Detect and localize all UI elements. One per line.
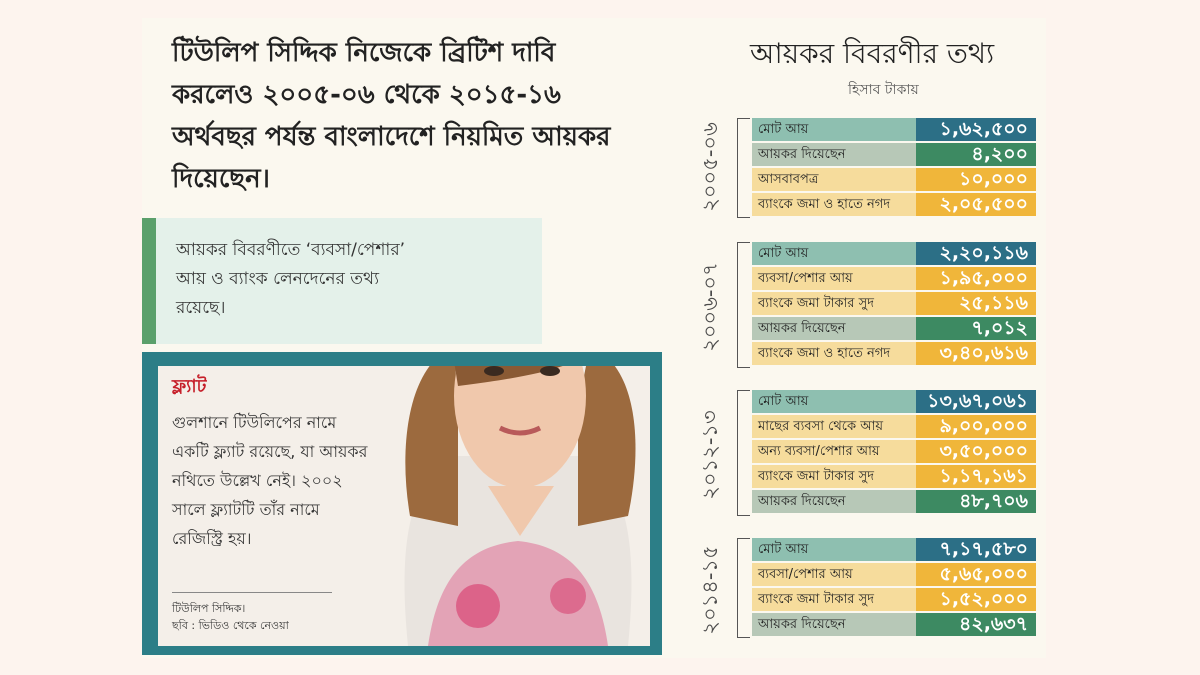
row-label: আয়কর দিয়েছেন	[752, 490, 916, 513]
row-label: আয়কর দিয়েছেন	[752, 143, 916, 166]
year-bracket	[737, 538, 750, 638]
table-row	[752, 168, 1036, 191]
table-row	[752, 342, 1036, 365]
caption-name: টিউলিপ সিদ্দিক।	[172, 602, 246, 615]
row-value: ২,০৫,৫০০	[916, 193, 1036, 216]
row-label: আয়কর দিয়েছেন	[752, 613, 916, 636]
caption-credit: ছবি : ভিডিও থেকে নেওয়া	[172, 619, 289, 632]
year-bracket	[737, 242, 750, 368]
headline: টিউলিপ সিদ্দিক নিজেকে ব্রিটিশ দাবি করলেও ২০০৫-০৬ থেকে ২০১৫-১৬ অর্থবছর পর্যন্ত বাংলাদেশে নিয়মিত আয়কর দিয়েছেন।	[172, 38, 611, 194]
row-value: ১,৫২,০০০	[916, 588, 1036, 611]
row-label: ব্যবসা/পেশার আয়	[752, 267, 916, 290]
year-label-2012-13: ২০১২-১৩	[698, 410, 722, 500]
caption-divider	[172, 592, 332, 593]
row-value: ১,৯৫,০০০	[916, 267, 1036, 290]
table-row	[752, 292, 1036, 315]
row-label: মোট আয়	[752, 242, 916, 265]
row-label: ব্যাংকে জমা টাকার সুদ	[752, 465, 916, 488]
row-label: ব্যাংকে জমা ও হাতে নগদ	[752, 342, 916, 365]
row-label: আয়কর দিয়েছেন	[752, 317, 916, 340]
row-label: আসবাবপত্র	[752, 168, 916, 191]
row-value: ১,৬২,৫০০	[916, 118, 1036, 141]
row-label: মোট আয়	[752, 118, 916, 141]
tax-info-subtitle: হিসাব টাকায়	[848, 82, 919, 98]
flat-title: ফ্ল্যাট	[172, 376, 207, 397]
table-row	[752, 415, 1036, 438]
row-value: ৩,৫০,০০০	[916, 440, 1036, 463]
table-row	[752, 242, 1036, 265]
row-label: ব্যাংকে জমা টাকার সুদ	[752, 588, 916, 611]
table-row	[752, 613, 1036, 636]
table-row	[752, 390, 1036, 413]
row-value: ৪,২০০	[916, 143, 1036, 166]
row-value: ৭,১৭,৫৮০	[916, 538, 1036, 561]
note-accent-bar	[142, 218, 156, 344]
row-label: অন্য ব্যবসা/পেশার আয়	[752, 440, 916, 463]
row-value: ১৩,৬৭,০৬১	[916, 390, 1036, 413]
row-value: ৫,৬৫,০০০	[916, 563, 1036, 586]
table-row	[752, 563, 1036, 586]
photo-caption	[172, 600, 289, 634]
row-value: ৩,৪০,৬১৬	[916, 342, 1036, 365]
tax-info-title: আয়কর বিবরণীর তথ্য	[750, 37, 995, 70]
table-row	[752, 440, 1036, 463]
row-label: মোট আয়	[752, 390, 916, 413]
flat-text: গুলশানে টিউলিপের নামে একটি ফ্ল্যাট রয়েছে, যা আয়কর নথিতে উল্লেখ নেই। ২০০২ সালে ফ্ল্যাটটি তাঁর নামে রেজিস্ট্রি হয়।	[172, 413, 368, 548]
table-row	[752, 267, 1036, 290]
row-value: ১০,০০০	[916, 168, 1036, 191]
table-row	[752, 538, 1036, 561]
row-label: ব্যাংকে জমা টাকার সুদ	[752, 292, 916, 315]
table-row	[752, 118, 1036, 141]
row-value: ৪৮,৭০৬	[916, 490, 1036, 513]
row-label: মোট আয়	[752, 538, 916, 561]
year-bracket	[737, 390, 750, 516]
row-value: ৯,০০,০০০	[916, 415, 1036, 438]
row-label: মাছের ব্যবসা থেকে আয়	[752, 415, 916, 438]
row-label: ব্যাংকে জমা ও হাতে নগদ	[752, 193, 916, 216]
table-row	[752, 317, 1036, 340]
year-label-2014-15: ২০১৪-১৫	[698, 545, 722, 635]
table-row	[752, 465, 1036, 488]
row-value: ৭,০১২	[916, 317, 1036, 340]
table-row	[752, 490, 1036, 513]
table-row	[752, 588, 1036, 611]
year-bracket	[737, 118, 750, 218]
table-row	[752, 193, 1036, 216]
row-value: ৪২,৬৩৭	[916, 613, 1036, 636]
row-value: ২,২০,১১৬	[916, 242, 1036, 265]
note-text: আয়কর বিবরণীতে ‘ব্যবসা/পেশার’ আয় ও ব্যাংক লেনদেনের তথ্য রয়েছে।	[176, 240, 406, 318]
year-label-2006-07: ২০০৬-০৭	[698, 262, 722, 352]
row-value: ২৫,১১৬	[916, 292, 1036, 315]
row-label: ব্যবসা/পেশার আয়	[752, 563, 916, 586]
table-row	[752, 143, 1036, 166]
row-value: ১,১৭,১৬১	[916, 465, 1036, 488]
year-label-2005-06: ২০০৫-০৬	[698, 122, 722, 212]
